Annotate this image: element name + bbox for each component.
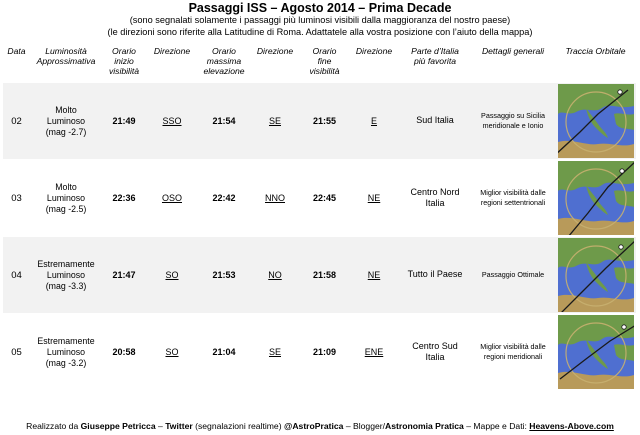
max-direction: SE bbox=[268, 116, 281, 126]
header-label: fine bbox=[317, 56, 332, 66]
end-direction-cell bbox=[349, 160, 399, 237]
details-line: regioni meridionali bbox=[483, 352, 543, 361]
footer-author: Giuseppe Petricca bbox=[80, 421, 156, 431]
max-direction-cell bbox=[250, 160, 300, 237]
region-line: Italia bbox=[425, 198, 445, 208]
end-direction-cell bbox=[349, 314, 399, 391]
subtitle-direction-note: (le direzioni sono riferite alla Latitudine di Roma. Adattatele alla vostra posizione con l’aiuto della mappa) bbox=[107, 27, 533, 37]
start-time: 22:36 bbox=[102, 160, 146, 237]
footer-handle: @AstroPratica bbox=[283, 421, 344, 431]
details-line: Miglior visibilità dalle bbox=[480, 188, 546, 197]
header-label: inizio bbox=[114, 56, 134, 66]
start-direction: OSO bbox=[161, 193, 182, 203]
region-line: Tutto il Paese bbox=[407, 269, 463, 280]
orbit-track-map bbox=[558, 315, 634, 389]
max-elevation-time: 22:42 bbox=[198, 160, 250, 237]
luminosity-line: (mag -2.5) bbox=[45, 203, 87, 214]
pass-details bbox=[471, 237, 555, 314]
start-direction: SSO bbox=[162, 116, 182, 126]
iss-position-marker bbox=[617, 90, 621, 94]
orbit-track-map bbox=[558, 161, 634, 235]
header-label: Traccia Orbitale bbox=[565, 46, 626, 56]
max-direction: NNO bbox=[265, 193, 285, 203]
header-label: Approssimativa bbox=[36, 56, 96, 66]
header-label: Dettagli generali bbox=[481, 46, 545, 56]
header-label: Direzione bbox=[355, 46, 393, 56]
header-end-direction bbox=[349, 44, 399, 83]
start-direction-cell bbox=[146, 160, 198, 237]
header-label: Parte d’Italia bbox=[411, 46, 459, 56]
start-direction: SO bbox=[165, 270, 179, 280]
footer-site-link[interactable]: Heavens-Above.com bbox=[529, 421, 614, 431]
header-end-time bbox=[300, 44, 349, 83]
favored-region bbox=[399, 237, 471, 314]
start-direction-cell bbox=[146, 237, 198, 314]
region-line: Italia bbox=[425, 352, 445, 362]
table-row bbox=[3, 237, 636, 314]
header-luminosity bbox=[30, 44, 102, 83]
iss-position-marker bbox=[621, 325, 625, 329]
end-direction-cell bbox=[349, 237, 399, 314]
header-label: Direzione bbox=[153, 46, 191, 56]
orbit-track-map bbox=[558, 238, 634, 312]
header-label: massima bbox=[206, 56, 242, 66]
header-label: Direzione bbox=[256, 46, 294, 56]
header-details bbox=[471, 44, 555, 83]
max-direction: NO bbox=[268, 270, 282, 280]
header-label: Orario bbox=[112, 46, 136, 56]
header-max-time bbox=[198, 44, 250, 83]
footer-text: (segnalazioni realtime) bbox=[192, 421, 284, 431]
header-label: visibilità bbox=[309, 66, 340, 76]
table-row bbox=[3, 314, 636, 391]
luminosity-line: (mag -2.7) bbox=[45, 126, 87, 137]
favored-region bbox=[399, 314, 471, 391]
luminosity-line: (mag -3.2) bbox=[45, 357, 87, 368]
luminosity-line: Luminoso bbox=[46, 192, 86, 203]
max-direction-cell bbox=[250, 314, 300, 391]
table-row bbox=[3, 160, 636, 237]
footer-text: – Blogger/ bbox=[343, 421, 386, 431]
orbit-track-map bbox=[558, 84, 634, 158]
footer-blog: Astronomia Pratica bbox=[385, 421, 464, 431]
luminosity-line: Estremamente bbox=[37, 335, 95, 346]
header-start-time bbox=[102, 44, 146, 83]
pass-luminosity bbox=[30, 83, 102, 160]
end-direction: NE bbox=[367, 193, 381, 203]
end-direction: E bbox=[370, 116, 377, 126]
subtitle-visibility-note: (sono segnalati solamente i passaggi più luminosi visibili dalla maggioranza del nostro paese) bbox=[129, 15, 511, 25]
header-label: elevazione bbox=[203, 66, 245, 76]
iss-position-marker bbox=[618, 245, 622, 249]
orbit-track-cell bbox=[555, 314, 636, 391]
favored-region bbox=[399, 83, 471, 160]
pass-luminosity bbox=[30, 237, 102, 314]
end-time: 22:45 bbox=[300, 160, 349, 237]
pass-details bbox=[471, 83, 555, 160]
pass-luminosity bbox=[30, 160, 102, 237]
header-region bbox=[399, 44, 471, 83]
luminosity-line: Luminoso bbox=[46, 269, 86, 280]
end-direction: NE bbox=[367, 270, 381, 280]
luminosity-line: (mag -3.3) bbox=[45, 280, 87, 291]
luminosity-line: Molto bbox=[55, 181, 77, 192]
iss-passes-table bbox=[3, 44, 636, 390]
max-elevation-time: 21:54 bbox=[198, 83, 250, 160]
orbit-track-cell bbox=[555, 160, 636, 237]
header-label: Orario bbox=[212, 46, 236, 56]
max-elevation-time: 21:53 bbox=[198, 237, 250, 314]
pass-date: 05 bbox=[3, 314, 30, 391]
max-direction-cell bbox=[250, 237, 300, 314]
end-time: 21:58 bbox=[300, 237, 349, 314]
header-label: Data bbox=[7, 46, 26, 56]
start-direction-cell bbox=[146, 83, 198, 160]
page-title: Passaggi ISS – Agosto 2014 – Prima Decade bbox=[188, 1, 452, 15]
start-time: 20:58 bbox=[102, 314, 146, 391]
start-time: 21:47 bbox=[102, 237, 146, 314]
pass-date: 02 bbox=[3, 83, 30, 160]
details-line: Passaggio Ottimale bbox=[481, 270, 545, 279]
max-direction-cell bbox=[250, 83, 300, 160]
luminosity-line: Molto bbox=[55, 104, 77, 115]
footer-text: – Mappe e Dati: bbox=[463, 421, 530, 431]
luminosity-line: Luminoso bbox=[46, 346, 86, 357]
max-direction: SE bbox=[268, 347, 281, 357]
start-direction-cell bbox=[146, 314, 198, 391]
iss-position-marker bbox=[619, 169, 623, 173]
end-direction-cell bbox=[349, 83, 399, 160]
start-direction: SO bbox=[165, 347, 179, 357]
table-row bbox=[3, 83, 636, 160]
region-line: Sud Italia bbox=[416, 115, 454, 126]
header-label: Orario bbox=[312, 46, 337, 56]
header-label: più favorita bbox=[413, 56, 457, 66]
details-line: meridionale e Ionio bbox=[482, 121, 544, 130]
header-orbit-track bbox=[555, 44, 636, 83]
end-time: 21:55 bbox=[300, 83, 349, 160]
favored-region bbox=[399, 160, 471, 237]
end-time: 21:09 bbox=[300, 314, 349, 391]
region-line: Centro Nord bbox=[410, 186, 460, 197]
luminosity-line: Estremamente bbox=[37, 258, 95, 269]
orbit-track-cell bbox=[555, 237, 636, 314]
footer-credits bbox=[0, 421, 640, 431]
orbit-track-cell bbox=[555, 83, 636, 160]
pass-date: 04 bbox=[3, 237, 30, 314]
header-start-direction bbox=[146, 44, 198, 83]
details-line: Passaggio su Sicilia bbox=[481, 111, 545, 120]
header-max-direction bbox=[250, 44, 300, 83]
max-elevation-time: 21:04 bbox=[198, 314, 250, 391]
region-line: Centro Sud bbox=[412, 340, 458, 351]
pass-date: 03 bbox=[3, 160, 30, 237]
header-date bbox=[3, 44, 30, 83]
table-header-row bbox=[3, 44, 636, 83]
end-direction: ENE bbox=[364, 347, 384, 357]
footer-text: Realizzato da bbox=[26, 421, 81, 431]
details-line: regioni settentrionali bbox=[480, 198, 546, 207]
start-time: 21:49 bbox=[102, 83, 146, 160]
footer-text: – bbox=[155, 421, 166, 431]
luminosity-line: Luminoso bbox=[46, 115, 86, 126]
footer-twitter: Twitter bbox=[165, 421, 193, 431]
header-label: visibilità bbox=[108, 66, 140, 76]
pass-luminosity bbox=[30, 314, 102, 391]
pass-details bbox=[471, 314, 555, 391]
details-line: Miglior visibilità dalle bbox=[480, 342, 546, 351]
pass-details bbox=[471, 160, 555, 237]
header-label: Luminosità bbox=[45, 46, 87, 56]
